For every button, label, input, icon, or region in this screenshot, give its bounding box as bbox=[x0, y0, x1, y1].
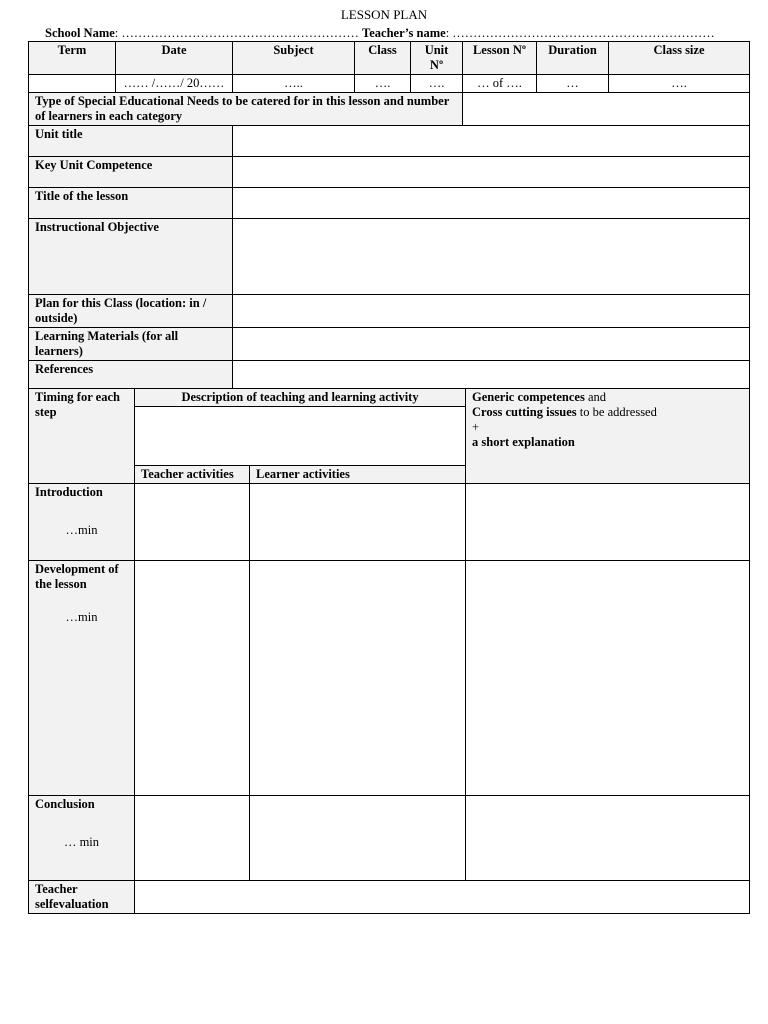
development-learner-cell[interactable] bbox=[250, 561, 466, 796]
conclusion-time[interactable]: … min bbox=[63, 835, 100, 849]
header-class-size: Class size bbox=[609, 42, 750, 75]
selfevaluation-label: Teacher selfevaluation bbox=[29, 881, 135, 914]
class-value[interactable]: …. bbox=[355, 75, 411, 93]
introduction-time[interactable]: …min bbox=[65, 523, 98, 537]
introduction-competence-cell[interactable] bbox=[466, 484, 750, 561]
instructional-objective-value[interactable] bbox=[233, 219, 750, 295]
conclusion-learner-cell[interactable] bbox=[250, 796, 466, 881]
unit-title-value[interactable] bbox=[233, 126, 750, 157]
header-unit-no: Unit Nº bbox=[411, 42, 463, 75]
learning-materials-value[interactable] bbox=[233, 328, 750, 361]
school-name-label: School Name bbox=[45, 26, 115, 40]
introduction-step bbox=[29, 484, 135, 561]
header-subject: Subject bbox=[233, 42, 355, 75]
generic-competences-label: Generic competences bbox=[472, 390, 585, 404]
plus-sign: + bbox=[472, 420, 480, 434]
school-teacher-line bbox=[45, 26, 715, 41]
development-label: Development of the lesson bbox=[35, 562, 119, 591]
description-header: Description of teaching and learning activity bbox=[135, 389, 466, 407]
activity-table bbox=[28, 388, 750, 914]
lesson-info-table bbox=[28, 41, 750, 392]
class-plan-label: Plan for this Class (location: in / outside) bbox=[29, 295, 233, 328]
header-class: Class bbox=[355, 42, 411, 75]
date-value[interactable]: …… /……/ 20…… bbox=[116, 75, 233, 93]
key-unit-competence-value[interactable] bbox=[233, 157, 750, 188]
references-value[interactable] bbox=[233, 361, 750, 392]
description-blank[interactable] bbox=[135, 407, 466, 466]
conclusion-label: Conclusion bbox=[35, 797, 95, 811]
introduction-learner-cell[interactable] bbox=[250, 484, 466, 561]
sen-value[interactable] bbox=[463, 93, 750, 126]
unit-title-label: Unit title bbox=[29, 126, 233, 157]
duration-value[interactable]: … bbox=[537, 75, 609, 93]
class-plan-value[interactable] bbox=[233, 295, 750, 328]
conclusion-teacher-cell[interactable] bbox=[135, 796, 250, 881]
teacher-name-field[interactable]: : ……………………………………………………… bbox=[445, 26, 715, 40]
selfevaluation-value[interactable] bbox=[135, 881, 750, 914]
subject-value[interactable]: ….. bbox=[233, 75, 355, 93]
header-term: Term bbox=[29, 42, 116, 75]
page-title: LESSON PLAN bbox=[340, 7, 428, 22]
term-value[interactable] bbox=[29, 75, 116, 93]
introduction-teacher-cell[interactable] bbox=[135, 484, 250, 561]
school-name-field[interactable]: : ………………………………………………… bbox=[114, 26, 359, 40]
development-teacher-cell[interactable] bbox=[135, 561, 250, 796]
introduction-label: Introduction bbox=[35, 485, 103, 499]
learning-materials-label: Learning Materials (for all learners) bbox=[29, 328, 233, 361]
short-explanation-label: a short explanation bbox=[472, 435, 575, 449]
conclusion-competence-cell[interactable] bbox=[466, 796, 750, 881]
lesson-title-label: Title of the lesson bbox=[29, 188, 233, 219]
learner-activities-header: Learner activities bbox=[250, 466, 466, 484]
header-date: Date bbox=[116, 42, 233, 75]
lesson-title-value[interactable] bbox=[233, 188, 750, 219]
unit-no-value[interactable]: …. bbox=[411, 75, 463, 93]
generic-and-text: and bbox=[584, 390, 607, 404]
timing-header: Timing for each step bbox=[29, 389, 135, 484]
development-step bbox=[29, 561, 135, 796]
class-size-value[interactable]: …. bbox=[609, 75, 750, 93]
header-lesson-no: Lesson Nº bbox=[463, 42, 537, 75]
key-unit-competence-label: Key Unit Competence bbox=[29, 157, 233, 188]
cross-cutting-label: Cross cutting issues bbox=[472, 405, 577, 419]
instructional-objective-label: Instructional Objective bbox=[29, 219, 233, 295]
sen-label: Type of Special Educational Needs to be catered for in this lesson and number of learners in each category bbox=[29, 93, 463, 126]
teacher-activities-header: Teacher activities bbox=[135, 466, 250, 484]
header-duration: Duration bbox=[537, 42, 609, 75]
lesson-no-value[interactable]: … of …. bbox=[463, 75, 537, 93]
development-competence-cell[interactable] bbox=[466, 561, 750, 796]
generic-competences-header bbox=[466, 389, 750, 484]
references-label: References bbox=[29, 361, 233, 392]
development-time[interactable]: …min bbox=[65, 610, 98, 624]
conclusion-step bbox=[29, 796, 135, 881]
cross-cutting-rest: to be addressed bbox=[576, 405, 657, 419]
teacher-name-label: Teacher’s name bbox=[362, 26, 446, 40]
